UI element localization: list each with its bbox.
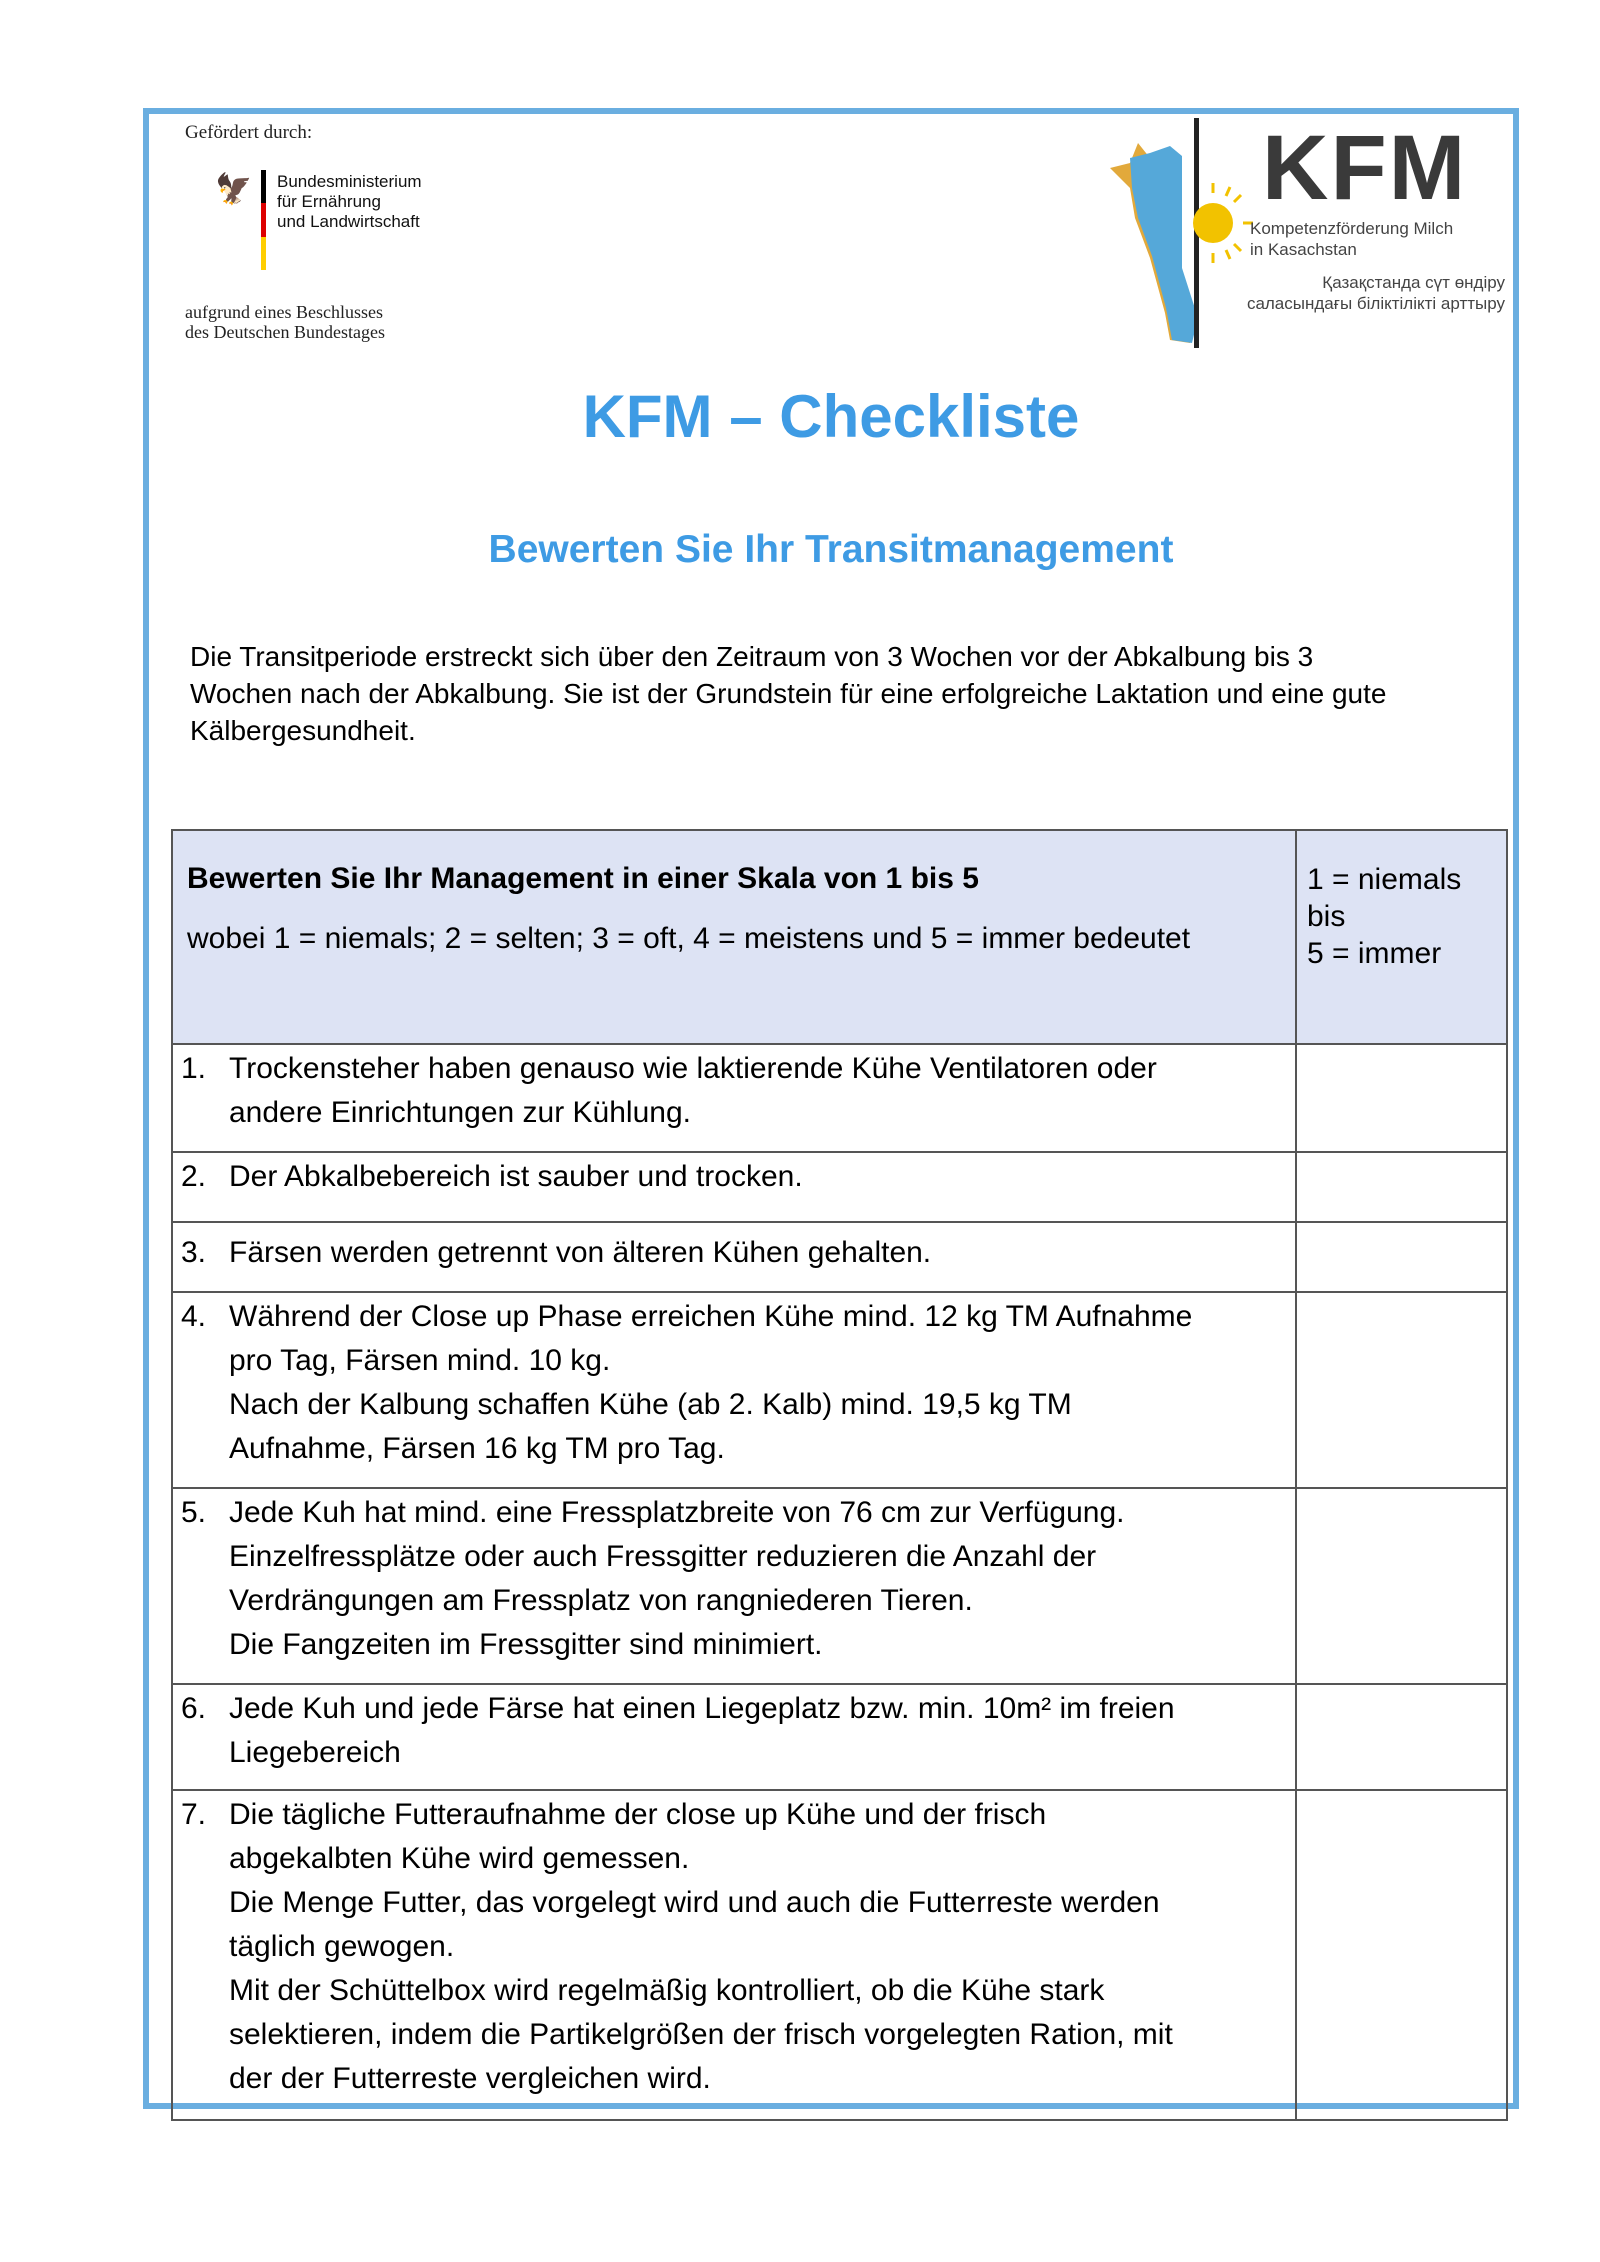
item-number: 1.: [181, 1052, 207, 1085]
funded-by-label: Gefördert durch:: [185, 122, 313, 143]
german-flag-bar: [261, 170, 266, 270]
federal-eagle-icon: 🦅: [215, 173, 253, 206]
ministry-logo: [215, 170, 455, 280]
table-row: [172, 1152, 1507, 1222]
item-text: Die tägliche Futteraufnahme der close up Kühe und der frisch abgekalbten Kühe wird gemessen. Die Menge Futter, das vorgelegt wird und auch die Futterreste werden täglich gewogen. Mit der Schüttelbox wird regelmäßig kontrolliert, ob die Kühe stark selektieren, indem die Partikelgrößen der frisch vorgelegten Ration, mit der der Futterreste vergleichen wird.: [229, 1798, 1173, 2095]
rating-cell[interactable]: [1296, 1152, 1507, 1222]
kfm-kazakh-subtitle: Қазақстанда сүт өндіру саласындағы біліктілікті арттыру: [1246, 273, 1505, 313]
item-number: 2.: [181, 1160, 207, 1193]
table-header-instructions: [172, 830, 1296, 1044]
ministry-name: Bundesministerium für Ernährung und Landwirtschaft: [277, 172, 422, 231]
table-row: [172, 1222, 1507, 1292]
table-header-title: Bewerten Sie Ihr Management in einer Skala von 1 bis 5: [187, 862, 979, 895]
rating-cell[interactable]: [1296, 1488, 1507, 1684]
scale-header: 1 = niemals bis 5 = immer: [1296, 830, 1507, 1044]
kfm-logo: [1110, 118, 1510, 348]
item-number: 5.: [181, 1496, 207, 1529]
table-row: [172, 1684, 1507, 1790]
item-number: 4.: [181, 1300, 207, 1333]
item-number: 6.: [181, 1692, 207, 1725]
item-number: 3.: [181, 1236, 207, 1269]
rating-cell[interactable]: [1296, 1684, 1507, 1790]
table-row: [172, 1790, 1507, 2120]
item-text: Trockensteher haben genauso wie laktierende Kühe Ventilatoren oder andere Einrichtungen zur Kühlung.: [229, 1052, 1157, 1129]
table-header-row: [172, 830, 1507, 1044]
intro-paragraph: Die Transitperiode erstreckt sich über den Zeitraum von 3 Wochen vor der Abkalbung bis 3 Wochen nach der Abkalbung. Sie ist der Grundstein für eine erfolgreiche Laktation und eine gute Kälbergesundheit.: [190, 641, 1387, 746]
table-row: [172, 1488, 1507, 1684]
rating-cell[interactable]: [1296, 1292, 1507, 1488]
item-text: Färsen werden getrennt von älteren Kühen gehalten.: [229, 1236, 932, 1269]
kfm-wordmark: KFM: [1262, 117, 1468, 219]
item-text: Jede Kuh hat mind. eine Fressplatzbreite von 76 cm zur Verfügung. Einzelfressplätze oder auch Fressgitter reduzieren die Anzahl der Verdrängungen am Fressplatz von rangniederen Tieren. Die Fangzeiten im Fressgitter sind minimiert.: [229, 1496, 1125, 1661]
item-text: Jede Kuh und jede Färse hat einen Liegeplatz bzw. min. 10m² im freien Liegebereich: [229, 1692, 1175, 1769]
page-title: KFM – Checkliste: [582, 383, 1080, 450]
rating-cell[interactable]: [1296, 1790, 1507, 2120]
item-text: Während der Close up Phase erreichen Kühe mind. 12 kg TM Aufnahme pro Tag, Färsen mind. 10 kg. Nach der Kalbung schaffen Kühe (ab 2. Kalb) mind. 19,5 kg TM Aufnahme, Färsen 16 kg TM pro Tag.: [229, 1300, 1193, 1465]
checklist-table: [171, 829, 1508, 2121]
table-row: [172, 1044, 1507, 1152]
item-text: Der Abkalbebereich ist sauber und trocken.: [229, 1160, 803, 1193]
page-subtitle: Bewerten Sie Ihr Transitmanagement: [488, 528, 1174, 571]
rating-cell[interactable]: [1296, 1044, 1507, 1152]
rating-cell[interactable]: [1296, 1222, 1507, 1292]
bundestag-note: aufgrund eines Beschlusses des Deutschen Bundestages: [185, 302, 385, 342]
table-header-note: wobei 1 = niemals; 2 = selten; 3 = oft, 4 = meistens und 5 = immer bedeutet: [187, 922, 1191, 955]
item-number: 7.: [181, 1798, 207, 1831]
kfm-subtitle: Kompetenzförderung Milch in Kasachstan: [1250, 219, 1454, 259]
table-row: [172, 1292, 1507, 1488]
